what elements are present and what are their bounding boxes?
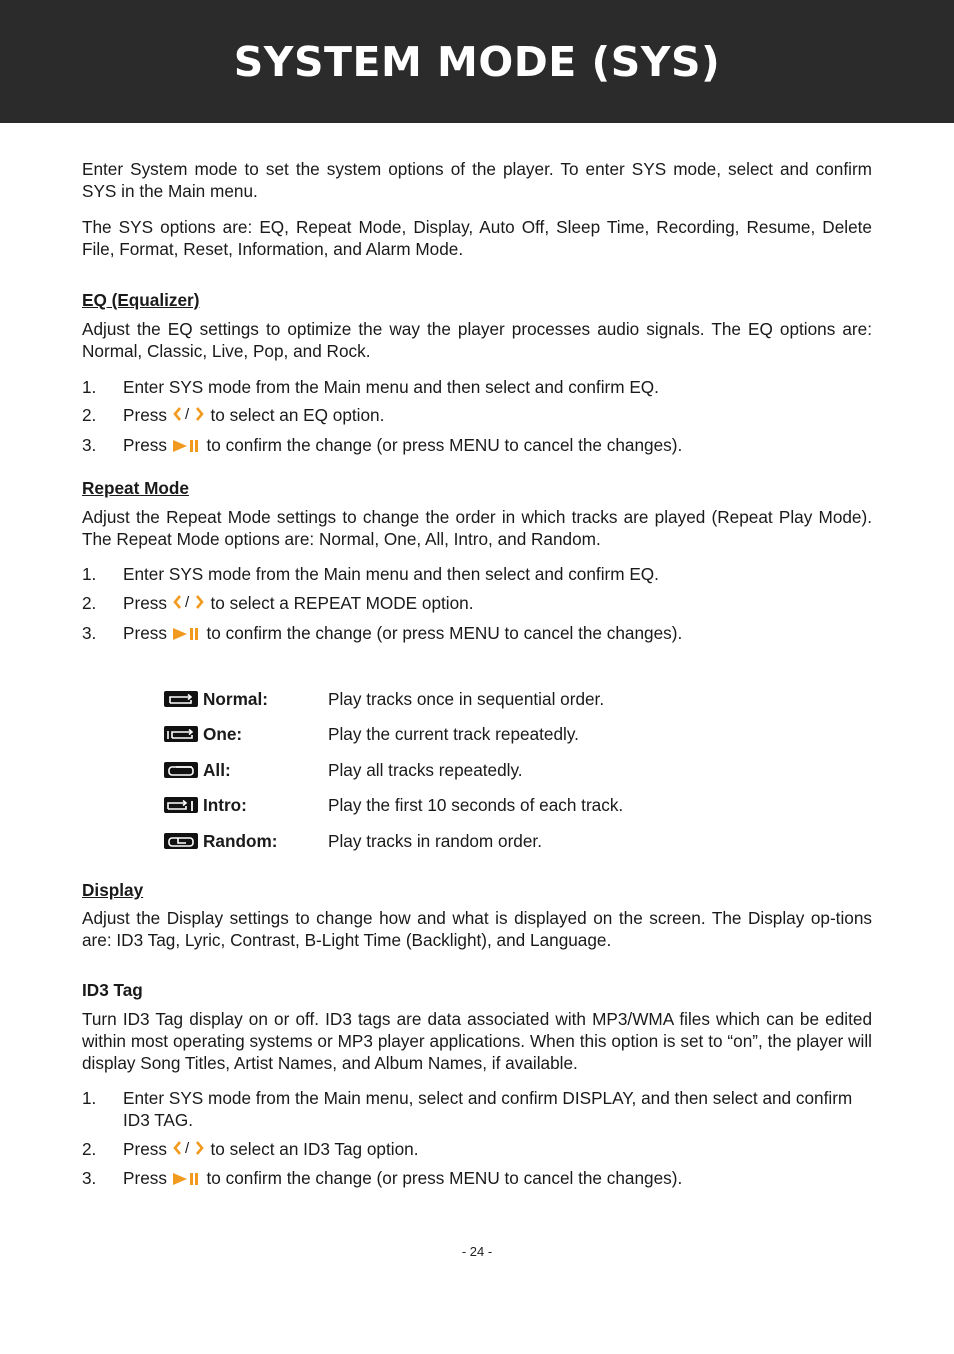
prev-next-icon bbox=[172, 1139, 206, 1161]
id3-steps bbox=[82, 1087, 872, 1191]
repeat-mode-row-random: Random: Play tracks in random order. bbox=[164, 830, 872, 852]
play-pause-icon bbox=[172, 624, 202, 646]
list-item: 1. Enter SYS mode from the Main menu and then select and confirm EQ. bbox=[82, 563, 659, 584]
list-item: 1. Enter SYS mode from the Main menu, select and confirm DISPLAY, and then select and confirm ID3 TAG. bbox=[82, 1087, 853, 1130]
list-item: 3. Press to confirm the change (or press MENU to cancel the changes). bbox=[82, 622, 872, 645]
list-item: 2. Press / to select a REPEAT MODE option. bbox=[82, 592, 872, 615]
list-item: 1. Enter SYS mode from the Main menu and then select and confirm EQ. bbox=[82, 377, 659, 397]
page-number: - 24 - bbox=[461, 1244, 493, 1259]
id3-heading: ID3 Tag bbox=[82, 979, 143, 1000]
repeat-steps bbox=[82, 563, 872, 646]
repeat-heading: Repeat Mode bbox=[82, 477, 189, 498]
list-item: 2. Press / to select an EQ option. bbox=[82, 404, 872, 427]
list-item: 3. Press to confirm the change (or press MENU to cancel the changes). bbox=[82, 1167, 872, 1190]
repeat-mode-table bbox=[164, 688, 872, 852]
repeat-description: Adjust the Repeat Mode settings to change the order in which tracks are played (Repeat Play Mode). The Repeat Mode options are: Normal, One, All, Intro, and Random. bbox=[82, 506, 872, 549]
display-heading: Display bbox=[82, 879, 144, 900]
eq-heading: EQ (Equalizer) bbox=[82, 290, 200, 310]
id3-description: Turn ID3 Tag display on or off. ID3 tags are data associated with MP3/WMA files which can be edited within most operating systems or MP3 player applications. When this option is set to “on”, the player will display Song Titles, Artist Names, and Album Names, if available. bbox=[82, 1008, 872, 1073]
svg-text:/: / bbox=[184, 1140, 189, 1157]
repeat-one-icon bbox=[164, 726, 198, 742]
repeat-mode-row-all: All: Play all tracks repeatedly. bbox=[164, 759, 872, 781]
eq-description: Adjust the EQ settings to optimize the way the player processes audio signals. The EQ options are: Normal, Classic, Live, Pop, and Rock. bbox=[82, 319, 872, 361]
intro-paragraph-2: The SYS options are: EQ, Repeat Mode, Display, Auto Off, Sleep Time, Recording, Resume, Delete File, Format, Reset, Information, and Alarm Mode. bbox=[82, 217, 872, 259]
repeat-random-icon bbox=[164, 833, 198, 849]
svg-text:/: / bbox=[184, 594, 189, 611]
list-item: 2. Press / to select an ID3 Tag option. bbox=[82, 1138, 872, 1161]
repeat-mode-row-intro: Intro: Play the first 10 seconds of each track. bbox=[164, 794, 872, 816]
repeat-mode-row-one: One: Play the current track repeatedly. bbox=[164, 723, 872, 745]
list-item: 3. Press to confirm the change (or press MENU to cancel the changes). bbox=[82, 434, 872, 457]
page-header bbox=[0, 0, 954, 123]
page-title: SYSTEM MODE (SYS) bbox=[233, 37, 721, 86]
prev-next-icon bbox=[172, 405, 206, 427]
intro-paragraph-1: Enter System mode to set the system options of the player. To enter SYS mode, select and confirm SYS in the Main menu. bbox=[82, 159, 872, 201]
svg-text:/: / bbox=[184, 406, 189, 423]
repeat-mode-row-normal: Normal: Play tracks once in sequential order. bbox=[164, 688, 872, 710]
prev-next-icon bbox=[172, 593, 206, 615]
page-content bbox=[82, 158, 872, 1191]
eq-steps bbox=[82, 376, 872, 458]
repeat-normal-icon bbox=[164, 691, 198, 707]
display-description: Adjust the Display settings to change how and what is displayed on the screen. The Display op-tions are: ID3 Tag, Lyric, Contrast, B-Light Time (Backlight), and Language. bbox=[82, 907, 872, 950]
repeat-intro-icon bbox=[164, 797, 198, 813]
play-pause-icon bbox=[172, 1169, 202, 1191]
play-pause-icon bbox=[172, 436, 202, 458]
repeat-all-icon bbox=[164, 762, 198, 778]
